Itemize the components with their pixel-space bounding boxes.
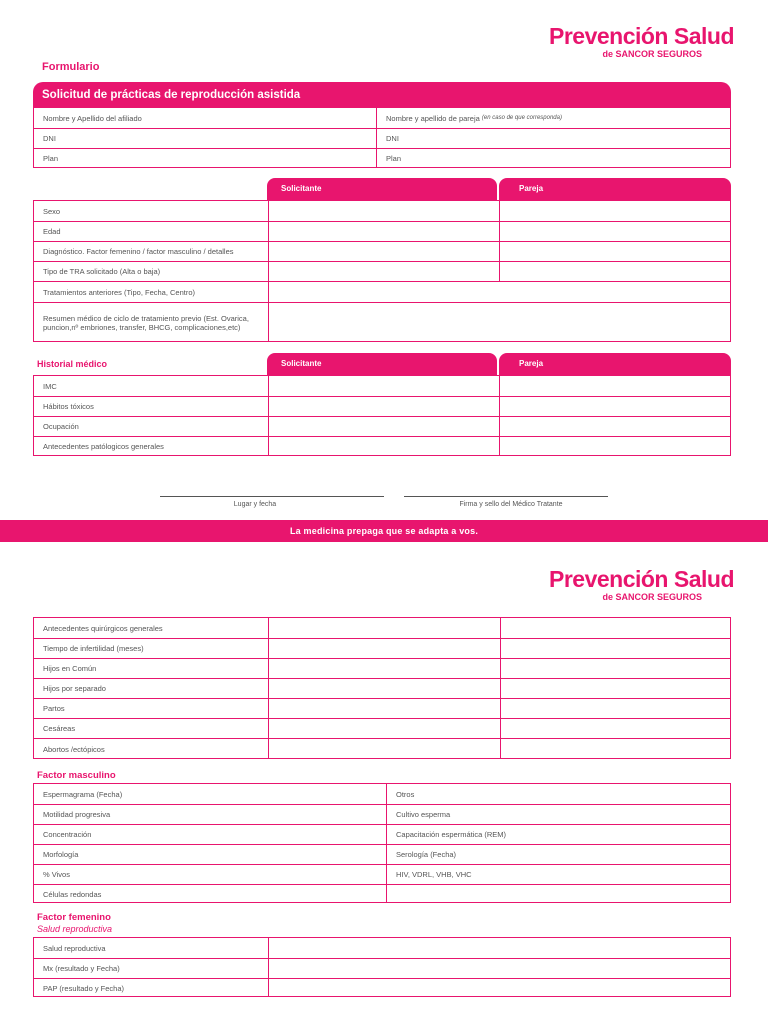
doctor-signature-line[interactable] xyxy=(404,496,608,497)
brand-logo xyxy=(549,567,734,603)
table-row xyxy=(34,824,730,844)
female-input[interactable] xyxy=(268,938,730,958)
solicitante-input[interactable] xyxy=(268,242,499,261)
row-label-text: PAP (resultado y Fecha) xyxy=(43,983,125,993)
field-label: HIV, VDRL, VHB, VHC xyxy=(396,870,472,879)
brand-name: Prevención Salud xyxy=(548,566,734,592)
row-label-text: Hábitos tóxicos xyxy=(43,402,94,411)
male-factor-table xyxy=(33,783,731,903)
tab-solicitante-label: Solicitante xyxy=(281,184,322,193)
table-row xyxy=(34,281,730,302)
table-row xyxy=(34,844,730,864)
row-label xyxy=(34,417,268,436)
male-left-field[interactable] xyxy=(34,805,386,824)
solicitante-input[interactable] xyxy=(268,659,500,678)
pareja-input[interactable] xyxy=(500,639,730,658)
male-right-field[interactable] xyxy=(386,885,730,903)
row-label-text: Edad xyxy=(43,227,61,236)
table-row xyxy=(34,148,730,168)
field-label: Serología (Fecha) xyxy=(396,850,457,859)
brand-name: Prevención Salud xyxy=(548,23,734,49)
field-label: Morfología xyxy=(43,850,79,859)
tab-solicitante-historial xyxy=(267,353,497,375)
field-label: Células redondas xyxy=(43,889,102,899)
brand-sub: de SANCOR SEGUROS xyxy=(602,49,702,59)
row-label xyxy=(34,979,268,997)
row-label-text: Antecedentes quirúrgicos generales xyxy=(43,623,163,633)
pareja-input[interactable] xyxy=(500,679,730,698)
female-input[interactable] xyxy=(268,959,730,978)
female-factor-title: Factor femenino xyxy=(37,912,111,923)
row-label-text: Hijos en Común xyxy=(43,664,97,673)
table-row xyxy=(34,221,730,241)
row-label xyxy=(34,618,268,638)
solicitante-input[interactable] xyxy=(268,719,500,738)
pareja-input[interactable] xyxy=(499,417,730,436)
brand-logo xyxy=(549,24,734,60)
row-label xyxy=(34,201,268,221)
field-label: Capacitación espermática (REM) xyxy=(396,830,507,839)
table-row xyxy=(34,261,730,281)
table-row xyxy=(34,376,730,396)
row-label xyxy=(34,938,268,958)
affiliate-name-field[interactable] xyxy=(34,108,376,128)
tab-pareja-label: Pareja xyxy=(519,184,544,193)
solicitante-input[interactable] xyxy=(268,639,500,658)
row-label xyxy=(34,699,268,718)
female-factor-table xyxy=(33,937,731,997)
tab-solicitante-label: Solicitante xyxy=(281,359,322,368)
pareja-input[interactable] xyxy=(500,739,730,759)
row-label xyxy=(34,719,268,738)
table-row xyxy=(34,784,730,804)
row-label-text: Resumen médico de ciclo de tratamiento previo (Est. Ovarica, puncion,nº embriones, transfer, BHCG, complicaciones,etc) xyxy=(43,313,249,332)
table-row xyxy=(34,804,730,824)
table-row xyxy=(34,128,730,148)
male-left-field[interactable] xyxy=(34,784,386,804)
table-row xyxy=(34,958,730,978)
previous-treatments-input[interactable] xyxy=(268,282,730,302)
row-label-text: Salud reproductiva xyxy=(43,943,106,953)
row-label-text: Diagnóstico. Factor femenino / factor masculino / detalles xyxy=(43,247,234,256)
row-label xyxy=(34,959,268,978)
field-label: Motilidad progresiva xyxy=(43,810,111,819)
place-date-label: Lugar y fecha xyxy=(233,501,277,508)
medical-summary-input[interactable] xyxy=(268,303,730,342)
row-label xyxy=(34,222,268,241)
field-label: Concentración xyxy=(43,830,92,839)
row-label-text: Antecedentes patólogicos generales xyxy=(43,442,164,451)
table-row xyxy=(34,698,730,718)
solicitante-input[interactable] xyxy=(268,417,499,436)
female-factor-subtitle: Salud reproductiva xyxy=(37,924,113,934)
male-right-field[interactable] xyxy=(386,845,730,864)
table-row xyxy=(34,638,730,658)
solicitante-input[interactable] xyxy=(268,262,499,281)
row-label-text: Sexo xyxy=(43,206,61,216)
pareja-input[interactable] xyxy=(499,437,730,456)
row-label xyxy=(34,262,268,281)
dni-right-label: DNI xyxy=(386,134,399,143)
plan-right-label: Plan xyxy=(386,154,402,163)
solicitante-input[interactable] xyxy=(268,679,500,698)
pareja-input[interactable] xyxy=(499,397,730,416)
solicitante-input[interactable] xyxy=(268,739,500,759)
table-row xyxy=(34,396,730,416)
solicitante-input[interactable] xyxy=(268,397,499,416)
table-row xyxy=(34,718,730,738)
pareja-input[interactable] xyxy=(499,376,730,396)
form-label: Formulario xyxy=(42,61,100,73)
male-right-field[interactable] xyxy=(386,784,730,804)
row-label-text: Partos xyxy=(43,704,65,713)
row-label-text: Tiempo de infertilidad (meses) xyxy=(43,644,144,653)
plan-left-label: Plan xyxy=(43,154,59,163)
male-right-field[interactable] xyxy=(386,865,730,884)
pareja-input[interactable] xyxy=(500,659,730,678)
field-label: % Vivos xyxy=(43,870,70,879)
solicitante-input[interactable] xyxy=(268,618,500,638)
doctor-signature-label: Firma y sello del Médico Tratante xyxy=(459,501,563,508)
field-label: Espermagrama (Fecha) xyxy=(43,789,123,799)
form-title: Solicitud de prácticas de reproducción asistida xyxy=(42,89,301,101)
male-right-field[interactable] xyxy=(386,805,730,824)
partner-name-field[interactable] xyxy=(376,108,730,128)
solicitante-input[interactable] xyxy=(268,201,499,221)
row-label xyxy=(34,659,268,678)
male-left-field[interactable] xyxy=(34,865,386,884)
table-row xyxy=(34,978,730,997)
table-row xyxy=(34,938,730,958)
table-row xyxy=(34,108,730,128)
place-date-line[interactable] xyxy=(160,496,384,497)
row-label xyxy=(34,437,268,456)
antecedents-table xyxy=(33,617,731,759)
partner-name-label: Nombre y apellido de pareja xyxy=(386,113,480,123)
row-label-text: Tratamientos anteriores (Tipo, Fecha, Centro) xyxy=(43,287,196,297)
applicant-table xyxy=(33,200,731,342)
row-label xyxy=(34,397,268,416)
row-label-text: Hijos por separado xyxy=(43,684,106,693)
table-row xyxy=(34,884,730,903)
table-row xyxy=(34,618,730,638)
pareja-input[interactable] xyxy=(499,262,730,281)
dni-left-label: DNI xyxy=(43,134,56,143)
row-label xyxy=(34,639,268,658)
solicitante-input[interactable] xyxy=(268,437,499,456)
field-label: Otros xyxy=(396,789,415,799)
dni-left-field[interactable] xyxy=(34,129,376,148)
row-label xyxy=(34,679,268,698)
affiliate-table xyxy=(33,107,731,168)
dni-right-field[interactable] xyxy=(376,129,730,148)
row-label xyxy=(34,303,268,342)
slogan-banner xyxy=(0,520,768,542)
solicitante-input[interactable] xyxy=(268,222,499,241)
table-row xyxy=(34,738,730,759)
pareja-input[interactable] xyxy=(500,719,730,738)
male-left-field[interactable] xyxy=(34,885,386,903)
table-row xyxy=(34,302,730,342)
pareja-input[interactable] xyxy=(500,618,730,638)
slogan-text: La medicina prepaga que se adapta a vos. xyxy=(289,526,479,536)
row-label xyxy=(34,376,268,396)
plan-left-field[interactable] xyxy=(34,149,376,168)
tab-pareja-label: Pareja xyxy=(519,359,544,368)
row-label xyxy=(34,739,268,759)
male-left-field[interactable] xyxy=(34,845,386,864)
female-input[interactable] xyxy=(268,979,730,997)
table-row xyxy=(34,201,730,221)
table-row xyxy=(34,436,730,456)
table-row xyxy=(34,864,730,884)
table-row xyxy=(34,416,730,436)
pareja-input[interactable] xyxy=(499,242,730,261)
form-title-bar xyxy=(33,82,731,107)
row-label xyxy=(34,242,268,261)
plan-right-field[interactable] xyxy=(376,149,730,168)
table-row xyxy=(34,658,730,678)
row-label xyxy=(34,282,268,302)
tab-pareja-historial xyxy=(499,353,731,375)
partner-name-note: (en caso de que corresponda) xyxy=(481,114,562,121)
historial-title: Historial médico xyxy=(37,359,108,369)
row-label-text: Tipo de TRA solicitado (Alta o baja) xyxy=(43,267,161,276)
pareja-input[interactable] xyxy=(499,222,730,241)
male-right-field[interactable] xyxy=(386,825,730,844)
row-label-text: IMC xyxy=(43,381,57,391)
field-label: Cultivo esperma xyxy=(396,810,451,819)
male-factor-title: Factor masculino xyxy=(37,770,116,781)
historial-table xyxy=(33,375,731,456)
pareja-input[interactable] xyxy=(499,201,730,221)
row-label-text: Ocupación xyxy=(43,422,79,431)
table-row xyxy=(34,678,730,698)
tab-pareja xyxy=(499,178,731,200)
male-left-field[interactable] xyxy=(34,825,386,844)
affiliate-name-label: Nombre y Apellido del afiliado xyxy=(43,113,142,123)
pareja-input[interactable] xyxy=(500,699,730,718)
row-label-text: Abortos /ectópicos xyxy=(43,744,105,754)
row-label-text: Mx (resultado y Fecha) xyxy=(43,964,120,973)
brand-sub: de SANCOR SEGUROS xyxy=(602,592,702,602)
row-label-text: Cesáreas xyxy=(43,724,76,733)
solicitante-input[interactable] xyxy=(268,376,499,396)
solicitante-input[interactable] xyxy=(268,699,500,718)
table-row xyxy=(34,241,730,261)
tab-solicitante xyxy=(267,178,497,200)
